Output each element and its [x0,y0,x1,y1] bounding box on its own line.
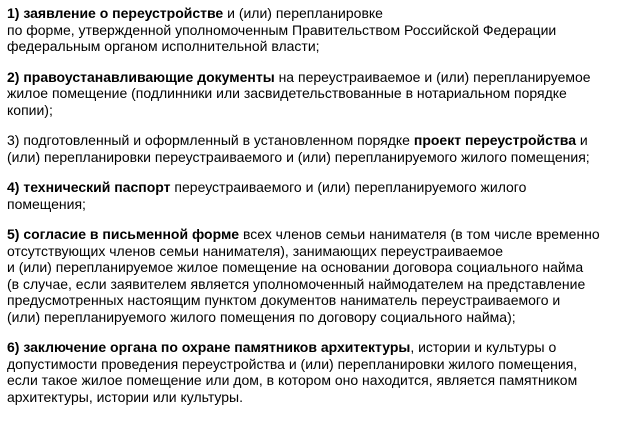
list-item-3 [7,132,636,165]
item-4-line-1 [7,179,636,196]
item-5-keyword: согласие в письменной форме [23,226,240,242]
item-5-text: всех членов семьи нанимателя (в том числе временно [239,226,600,242]
item-4-line-2: помещения; [7,195,86,212]
item-1-line-2: по форме, утвержденной уполномоченным Правительством Российской Федерации [7,21,557,38]
item-3-line-2: (или) перепланировки переустраиваемого и (или) перепланируемого жилого помещения; [7,148,590,165]
item-1-number: 1) [7,5,24,21]
item-3-keyword: проект переустройства [413,132,577,148]
item-4-text: переустраиваемого и (или) перепланируемого жилого [170,179,527,195]
item-5-line-5: предусмотренных настоящим пунктом документов наниматель переустраиваемого и [7,292,561,308]
item-2-number: 2) [7,68,24,85]
item-5-number: 5) [7,226,24,242]
item-6-line-1 [7,339,636,356]
list-item-6 [7,339,636,405]
item-1-keyword: заявление о переустройстве [23,5,224,21]
item-6-number: 6) [7,339,24,355]
item-5-line-3: и (или) перепланируемое жилое помещение на основании договора социального найма [7,259,584,275]
item-1-line-3: федеральным органом исполнительной власти; [7,38,320,54]
item-1-line-1 [7,5,636,22]
item-5-line-1 [7,226,636,243]
item-6-text: , истории и культуры о [410,339,557,355]
item-6-line-2: допустимости проведения переустройства и (или) перепланировки жилого помещения, [7,355,578,372]
list-item-4 [7,179,636,212]
item-5-line-4: (в случае, если заявителем является уполномоченный наймодателем на представление [7,275,586,292]
item-4-number: 4) [7,179,24,195]
item-2-line-3: копии); [7,101,53,118]
item-4-keyword: технический паспорт [23,179,171,195]
item-5-line-2: отсутствующих членов семьи нанимателя), занимающих переустраиваемое [7,242,504,259]
item-2-line-2: жилое помещение (подлинники или засвидетельствованные в нотариальном порядке [7,85,567,101]
item-2-keyword: правоустанавливающие документы [23,68,275,85]
item-6-line-3: если такое жилое помещение или дом, в котором оно находится, является памятником [7,372,578,388]
list-item-5 [7,226,636,325]
list-item-2 [7,69,636,119]
item-3-text-end: и [576,132,588,148]
item-3-text-start: 3) подготовленный и оформленный в установленном порядке [7,132,414,148]
item-2-line-1 [7,69,636,86]
item-5-line-6: (или) перепланируемого жилого помещения по договору социального найма); [7,308,516,325]
item-2-text: на переустраиваемое и (или) перепланируемое [274,68,591,85]
item-1-text: и (или) перепланировке [223,5,383,21]
list-item-1 [7,5,636,55]
item-3-line-1 [7,132,636,149]
item-6-keyword: заключение органа по охране памятников архитектуры [23,339,411,355]
item-6-line-4: архитектуры, истории или культуры. [7,388,243,405]
